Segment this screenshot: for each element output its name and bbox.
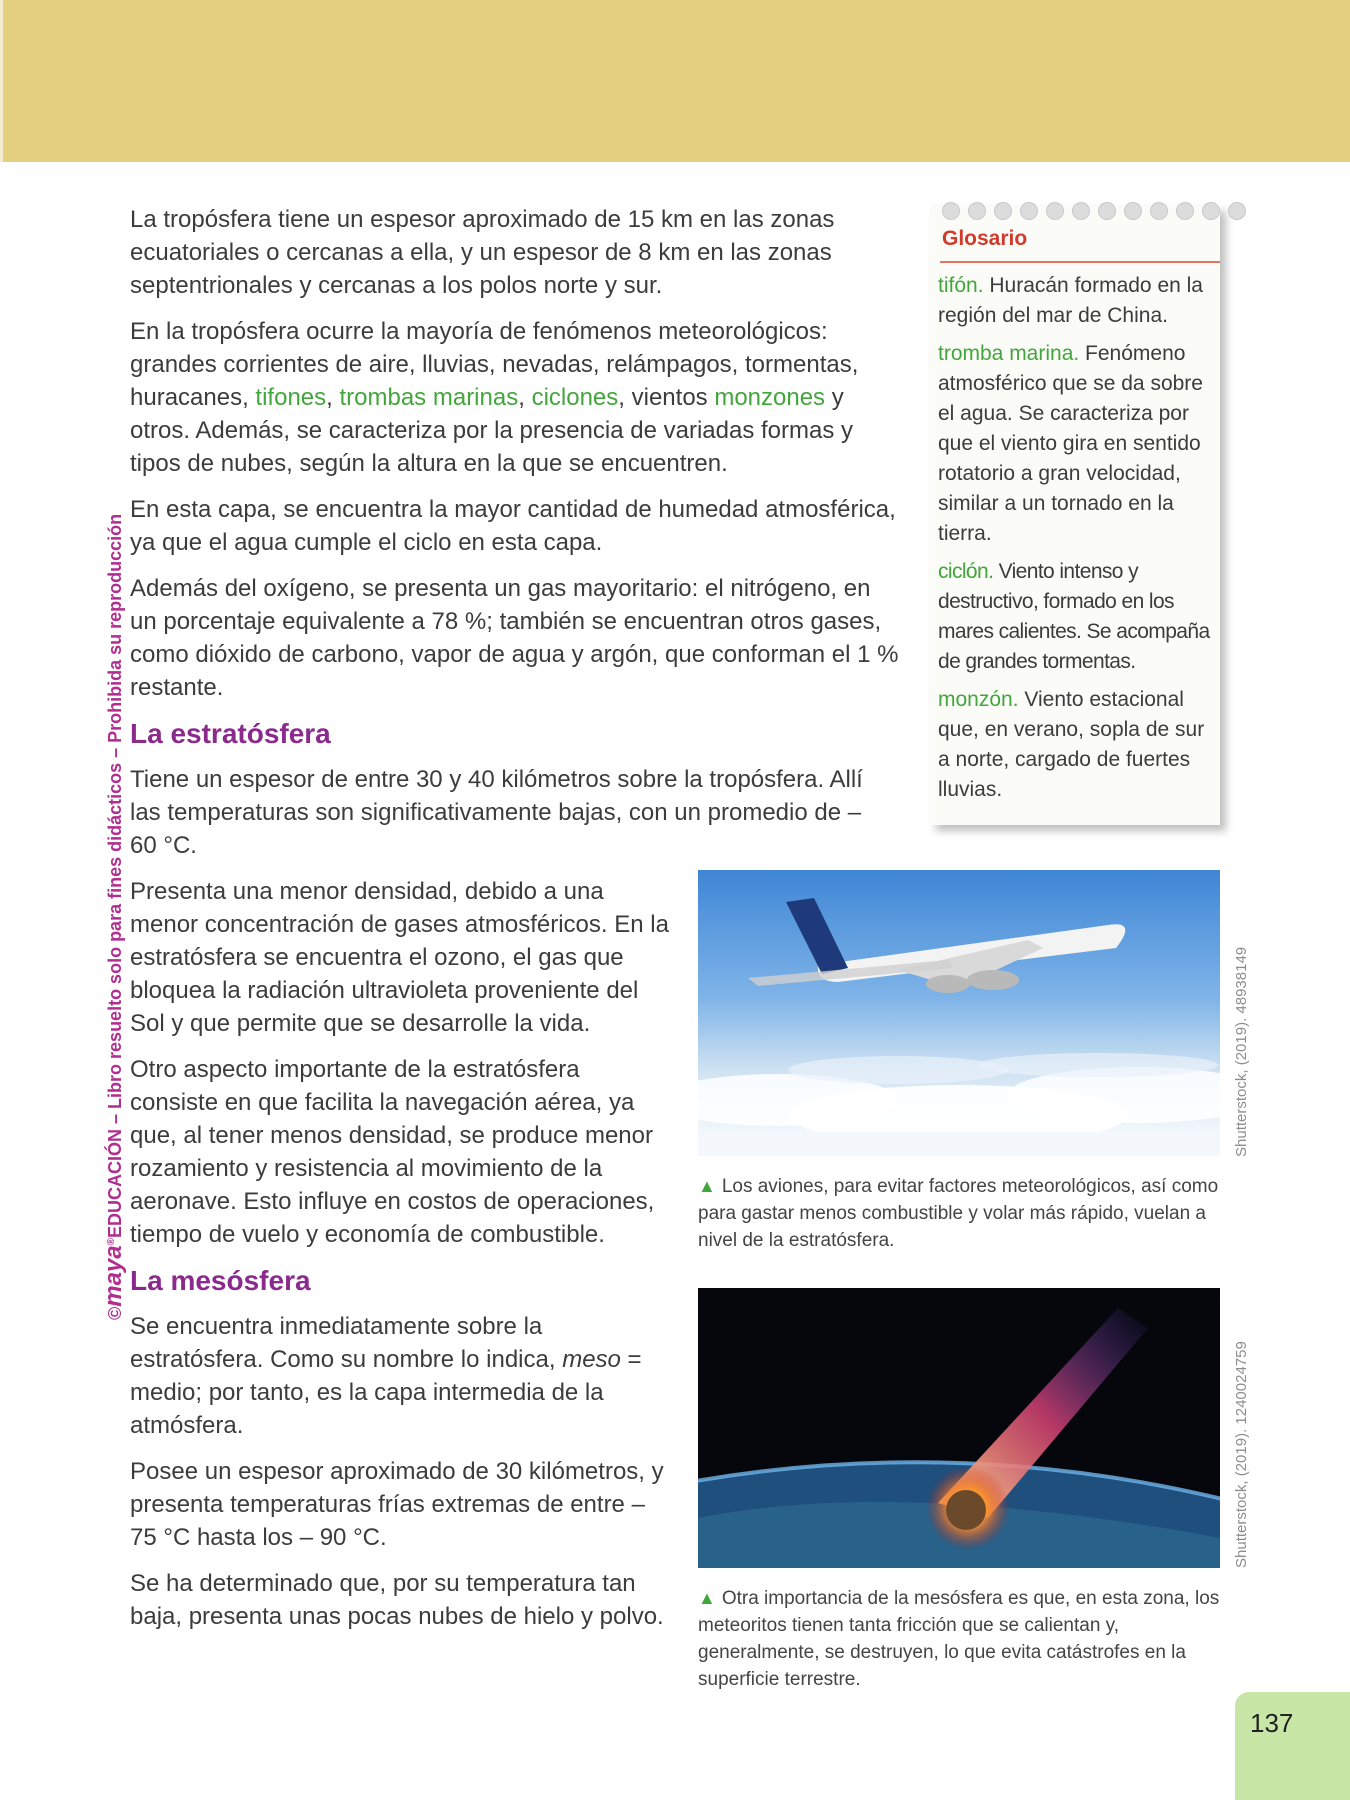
paragraph: La tropósfera tiene un espesor aproximado de 15 km en las zonas ecuatoriales o cercanas a ella, y un espesor de 8 km en las zonas septentrionales y cercanas a los polos norte y sur. (130, 206, 835, 299)
paragraph: Presenta una menor densidad, debido a una menor concentración de gases atmosféricos. En la estratósfera se encuentra el ozono, el gas que bloquea la radiación ultravioleta proveniente del Sol y que permite que se desarrolle la vida. (130, 878, 669, 1037)
glossary-entry: ciclón. Viento intenso y destructivo, formado en los mares calientes. Se acompaña de grandes tormentas. (938, 560, 1210, 673)
paragraph: Se ha determinado que, por su temperatura tan baja, presenta unas pocas nubes de hielo y polvo. (130, 1570, 664, 1630)
paragraph: Tiene un espesor de entre 30 y 40 kilómetros sobre la tropósfera. Allí las temperaturas son significativamente bajas, con un promedio de – 60 °C. (130, 766, 863, 859)
glossary-box (930, 205, 1220, 825)
glossary-title: Glosario (942, 227, 1028, 250)
paragraph: Se encuentra inmediatamente sobre la estratósfera. Como su nombre lo indica, meso = medio; por tanto, es la capa intermedia de la atmósfera. (130, 1313, 642, 1439)
airplane-photo (698, 870, 1220, 1156)
figure-caption: ▲ Los aviones, para evitar factores meteorológicos, así como para gastar menos combustible y volar más rápido, vuelan a nivel de la estratósfera. (698, 1176, 1219, 1251)
paragraph: Además del oxígeno, se presenta un gas mayoritario: el nitrógeno, en un porcentaje equivalente a 78 %; también se encuentran otros gases, como dióxido de carbono, vapor de agua y argón, que conforman el 1 % restante. (130, 575, 899, 701)
paragraph: En esta capa, se encuentra la mayor cantidad de humedad atmosférica, ya que el agua cumple el ciclo en esta capa. (130, 496, 896, 556)
meteor-photo (698, 1288, 1220, 1568)
triangle-icon: ▲ (698, 1588, 716, 1608)
header-band (0, 0, 1350, 162)
copyright-sidebar: ©maya®EDUCACIÓN – Libro resuelto solo para fines didácticos – Prohibida su reproducción (100, 513, 127, 1320)
keyword-trombas-marinas: trombas marinas (339, 384, 519, 411)
keyword-ciclones: ciclones (531, 384, 619, 411)
section-heading-mesosphere: La mesósfera (130, 1265, 311, 1296)
glossary-entry: tifón. Huracán formado en la región del mar de China. (938, 274, 1203, 327)
section-heading-stratosphere: La estratósfera (130, 718, 331, 749)
triangle-icon: ▲ (698, 1176, 716, 1196)
paragraph: Otro aspecto importante de la estratósfera consiste en que facilita la navegación aérea, ya que, al tener menos densidad, se produce menor rozamiento y resistencia al movimiento de la aeronave. Esto influye en costos de operaciones, tiempo de vuelo y economía de combustible. (130, 1056, 655, 1248)
keyword-monzones: monzones (714, 384, 826, 411)
page-number: 137 (1250, 1708, 1294, 1738)
glossary-list (938, 271, 1220, 813)
keyword-tifones: tifones (255, 384, 327, 411)
photo-credit: Shutterstock, (2019). 48938149 (1233, 946, 1250, 1157)
photo-credit: Shutterstock, (2019). 1240024759 (1233, 1341, 1250, 1568)
brand-logo: maya (100, 1245, 127, 1307)
paragraph: En la tropósfera ocurre la mayoría de fenómenos meteorológicos: grandes corrientes de aire, lluvias, nevadas, relámpagos, tormentas, huracanes, tifones, trombas marinas, ciclones, vientos monzones y otros. Además, se caracteriza por la presencia de variadas formas y tipos de nubes, según la altura en la que se encuentren. (130, 318, 859, 477)
paragraph: Posee un espesor aproximado de 30 kilómetros, y presenta temperaturas frías extremas de entre – 75 °C hasta los – 90 °C. (130, 1458, 664, 1551)
glossary-entry: monzón. Viento estacional que, en verano, sopla de sur a norte, cargado de fuertes lluvias. (938, 688, 1205, 801)
glossary-entry: tromba marina. Fenómeno atmosférico que se da sobre el agua. Se caracteriza por que el viento gira en sentido rotatorio a gran velocidad, similar a un tornado en la tierra. (938, 342, 1203, 545)
figure-caption: ▲ Otra importancia de la mesósfera es que, en esta zona, los meteoritos tienen tanta fricción que se calientan y, generalmente, se destruyen, lo que evita catástrofes en la superficie terrestre. (698, 1588, 1220, 1690)
notepad-rings (942, 202, 1246, 220)
